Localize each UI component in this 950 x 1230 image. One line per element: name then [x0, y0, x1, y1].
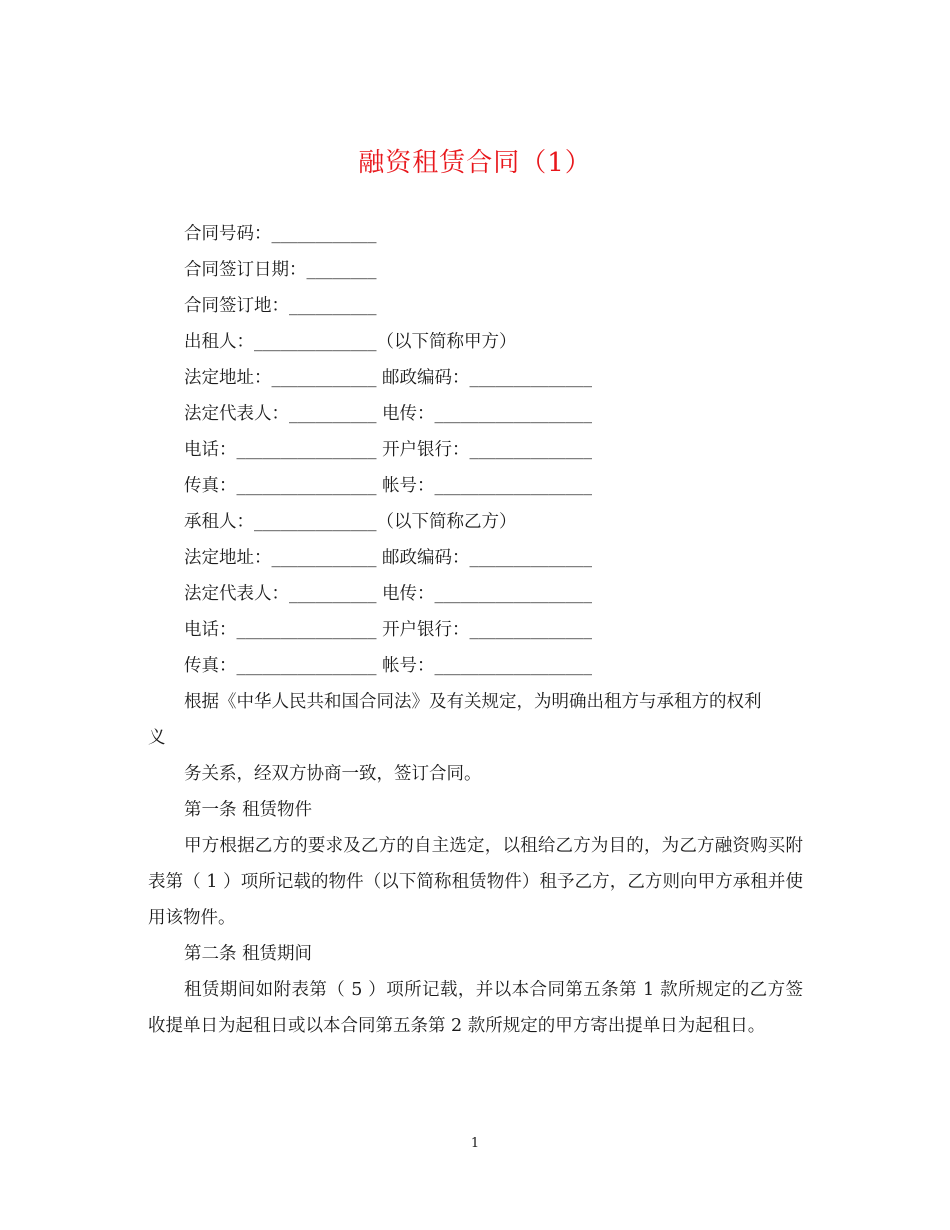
page-number: 1: [470, 1136, 480, 1151]
article-2-paragraph: [148, 972, 803, 1044]
document-body: [148, 216, 803, 1044]
field-lessee: 承租人：______________（以下简称乙方）: [184, 512, 517, 532]
field-lessee-phone: 电话：________________ 开户银行：______________: [184, 620, 593, 640]
field-lessor-fax: 传真：________________ 帐号：__________________: [184, 476, 593, 496]
preamble-line-3: 务关系，经双方协商一致，签订合同。: [184, 764, 482, 784]
article-1-text: 甲方根据乙方的要求及乙方的自主选定，以租给乙方为目的，为乙方融资购买附表第（ 1 ）项所记载的物件（以下简称租赁物件）租予乙方，乙方则向甲方承租并使用该物件。: [148, 836, 803, 928]
field-lessee-address: 法定地址：____________ 邮政编码：______________: [184, 548, 593, 568]
field-lessor-representative: 法定代表人：__________ 电传：__________________: [184, 404, 593, 424]
article-2-heading: 第二条 租赁期间: [184, 944, 313, 964]
field-signing-date: 合同签订日期：________: [184, 260, 377, 280]
document-title: 融资租赁合同（1）: [358, 148, 592, 178]
article-1-heading: 第一条 租赁物件: [184, 800, 313, 820]
article-1-paragraph: [148, 828, 803, 936]
article-2-text: 租赁期间如附表第（ 5 ）项所记载，并以本合同第五条第 1 款所规定的乙方签收提单日为起租日或以本合同第五条第 2 款所规定的甲方寄出提单日为起租日。: [148, 980, 803, 1036]
field-lessee-fax: 传真：________________ 帐号：__________________: [184, 656, 593, 676]
field-lessor-phone: 电话：________________ 开户银行：______________: [184, 440, 593, 460]
field-lessor-address: 法定地址：____________ 邮政编码：______________: [184, 368, 593, 388]
preamble-line-1: 根据《中华人民共和国合同法》及有关规定，为明确出租方与承租方的权利: [184, 692, 762, 712]
preamble-line-2: 义: [148, 728, 166, 748]
field-signing-place: 合同签订地：__________: [184, 296, 377, 316]
field-lessee-representative: 法定代表人：__________ 电传：__________________: [184, 584, 593, 604]
field-contract-number: 合同号码：____________: [184, 224, 377, 244]
field-lessor: 出租人：______________（以下简称甲方）: [184, 332, 517, 352]
